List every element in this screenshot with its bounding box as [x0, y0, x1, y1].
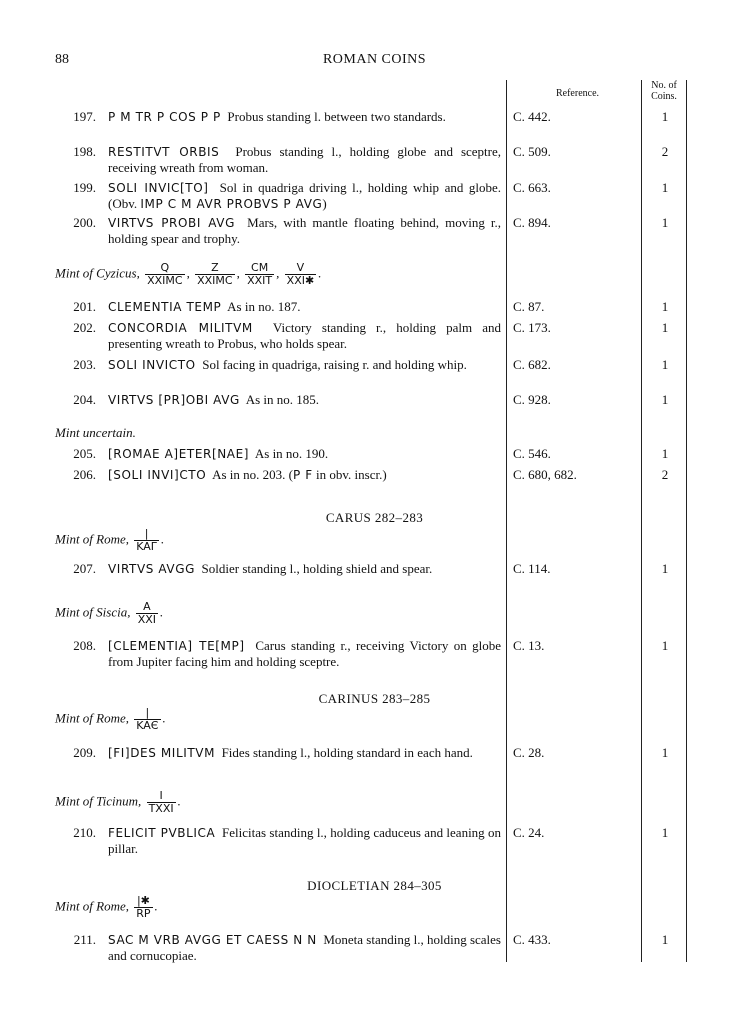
entry-coin-count: 2	[661, 144, 669, 159]
mint-heading-diocletian-rome: Mint of Rome, $\frac{|✱}{RP}$ .	[55, 894, 158, 920]
entry-text: Mars, with mantle floating behind, moving r., holding spear and trophy.	[108, 215, 502, 246]
entry-coin-count: 1	[661, 215, 669, 230]
entry-number: 202.	[73, 320, 96, 335]
entry-description	[108, 561, 501, 577]
entry-number: 203.	[73, 357, 96, 372]
entry-description	[108, 932, 501, 963]
entry-text-tail: in obv. inscr.)	[316, 467, 387, 482]
mintmark	[134, 895, 152, 920]
mintmark-top: CM	[251, 261, 269, 274]
mintmark-bottom: XXI✱	[286, 274, 315, 287]
entry-number: 209.	[73, 745, 96, 760]
entry-description	[108, 299, 501, 315]
entry-text: Victory standing r., holding palm and presenting wreath to Probus, who holds spear.	[108, 320, 501, 351]
mint-heading-carus-rome: Mint of Rome, $\frac{|}{\text{KAΓ}}$ .	[55, 527, 165, 553]
entry-text: As in no. 185.	[245, 392, 320, 407]
entry-number: 210.	[73, 825, 96, 840]
entry-coin-count: 2	[661, 467, 669, 482]
entry-description	[108, 392, 501, 408]
entry-obverse-legend: IMP C M AVR PROBVS P AVG	[140, 197, 323, 211]
mintmark-bottom: XXIMC	[197, 274, 233, 287]
entry-legend: RESTITVT ORBIS	[108, 145, 220, 159]
entry-text: As in no. 187.	[227, 299, 301, 314]
entry-legend: SAC M VRB AVGG ET CAESS N N	[108, 933, 317, 947]
entry-legend: CONCORDIA MILITVM	[108, 321, 253, 335]
entry-legend: VIRTVS [PR]OBI AVG	[108, 393, 240, 407]
entry-text-tail: )	[322, 196, 327, 211]
entry-description	[108, 446, 501, 462]
mintmark-top: |✱	[136, 894, 150, 907]
entry-reference: C. 28.	[513, 745, 545, 760]
mint-label: Mint of Rome,	[55, 710, 130, 726]
entry-reference: C. 114.	[513, 561, 551, 576]
entry-number: 199.	[73, 180, 96, 195]
entry-description	[108, 825, 501, 856]
entry-legend: [CLEMENTIA] TE[MP]	[108, 639, 245, 653]
mintmark-top: |	[145, 706, 150, 719]
mintmark-bottom: XXIT	[247, 274, 273, 287]
mintmark	[285, 262, 317, 287]
entry-number: 205.	[73, 446, 96, 461]
entry-number: 200.	[73, 215, 96, 230]
entry-description	[108, 638, 501, 669]
entry-coin-count: 1	[661, 357, 669, 372]
mintmark	[136, 601, 158, 626]
entry-reference: C. 928.	[513, 392, 551, 407]
mintmark-top: V	[296, 261, 305, 274]
section-heading-carinus: CARINUS 283–285	[318, 691, 431, 706]
mintmark-bottom: RP	[136, 907, 151, 920]
entry-description	[108, 144, 501, 175]
entry-text: Moneta standing l., holding scales and cornucopiae.	[108, 932, 501, 963]
mintmark-top: A	[143, 600, 151, 613]
entry-description	[108, 357, 501, 373]
mintmark-bottom: TXXI	[148, 802, 174, 815]
entry-number: 198.	[73, 144, 96, 159]
entry-text: Probus standing l. between two standards.	[227, 109, 446, 124]
entry-number: 208.	[73, 638, 96, 653]
reference-column-header: Reference.	[555, 88, 600, 99]
mint-label: Mint of Rome,	[55, 898, 130, 914]
mint-heading-ticinum: Mint of Ticinum, $\frac{I}{\text{TXXI}}$ .	[55, 789, 181, 815]
entry-coin-count: 1	[661, 299, 669, 314]
entry-coin-count: 1	[661, 825, 669, 840]
entry-legend: P M TR P COS P P	[108, 110, 221, 124]
entry-obverse-legend: P F	[292, 468, 313, 482]
entry-text: Sol facing in quadriga, raising r. and holding whip.	[202, 357, 467, 372]
mintmark-bottom: XXI	[137, 613, 157, 626]
entry-coin-count: 1	[661, 180, 669, 195]
entry-coin-count: 1	[661, 638, 669, 653]
entry-reference: C. 24.	[513, 825, 545, 840]
entry-coin-count: 1	[661, 561, 669, 576]
mint-heading-cyzicus: Mint of Cyzicus, $\frac{Q}{\text{XXIMC}}$ , $\frac{Z}{\text{XXIMC}}$ , $\frac{CM}{\text{XXIT}}$ , $\frac{V}{\text{XXI✱}}$ .	[55, 261, 322, 287]
mintmark-bottom: KAЄ	[136, 719, 159, 732]
mint-label: Mint of Ticinum,	[55, 793, 142, 809]
entry-description	[108, 745, 501, 761]
mintmark	[245, 262, 274, 287]
entry-number: 197.	[73, 109, 96, 124]
mintmark	[134, 707, 160, 732]
mint-label: Mint of Cyzicus,	[55, 265, 140, 281]
mintmark-bottom: KAΓ	[136, 540, 157, 553]
entry-description	[108, 467, 501, 483]
entry-text: Soldier standing l., holding shield and spear.	[201, 561, 433, 576]
section-heading-diocletian: DIOCLETIAN 284–305	[307, 878, 442, 893]
mintmark	[147, 790, 176, 815]
entry-reference: C. 663.	[513, 180, 551, 195]
entry-reference: C. 894.	[513, 215, 551, 230]
entry-description	[108, 109, 501, 125]
entry-number: 201.	[73, 299, 96, 314]
mintmark	[195, 262, 235, 287]
mintmark	[134, 528, 159, 553]
entry-text: Carus standing r., receiving Victory on globe from Jupiter facing him and holding sceptre.	[108, 638, 502, 669]
entry-text: Probus standing l., holding globe and sceptre, receiving wreath from woman.	[108, 144, 501, 175]
entry-reference: C. 509.	[513, 144, 551, 159]
entry-legend: [SOLI INVI]CTO	[108, 468, 207, 482]
entry-legend: VIRTVS AVGG	[108, 562, 196, 576]
page-number: 88	[55, 52, 69, 67]
entry-legend: [FI]DES MILITVM	[108, 746, 216, 760]
entry-coin-count: 1	[661, 109, 669, 124]
entry-text: Sol in quadriga driving l., holding whip and globe. (Obv.	[108, 180, 501, 211]
entry-coin-count: 1	[661, 392, 669, 407]
mintmark-top: |	[144, 527, 149, 540]
coins-header-line1: No. of	[651, 80, 677, 91]
entry-legend: CLEMENTIA TEMP	[108, 300, 222, 314]
mintmark-top: I	[159, 789, 163, 802]
coins-header-line2: Coins.	[651, 91, 677, 102]
section-heading-carus: CARUS 282–283	[325, 510, 424, 525]
mint-label: Mint of Rome,	[55, 531, 130, 547]
entry-coin-count: 1	[661, 446, 669, 461]
entry-reference: C. 87.	[513, 299, 545, 314]
entry-reference: C. 546.	[513, 446, 551, 461]
entry-coin-count: 1	[661, 932, 669, 947]
entry-description	[108, 320, 501, 351]
entry-text: Felicitas standing l., holding caduceus and leaning on pillar.	[108, 825, 502, 856]
mintmark-bottom: XXIMC	[147, 274, 183, 287]
entry-description	[108, 215, 501, 246]
entry-legend: VIRTVS PROBI AVG	[108, 216, 235, 230]
mint-heading-uncertain: Mint uncertain.	[55, 425, 136, 440]
entry-text: As in no. 203. (	[212, 467, 293, 482]
coins-column-header	[642, 80, 686, 102]
entry-coin-count: 1	[661, 745, 669, 760]
entry-coin-count: 1	[661, 320, 669, 335]
entry-text: As in no. 190.	[254, 446, 329, 461]
entry-reference: C. 682.	[513, 357, 551, 372]
mintmark-top: Q	[160, 261, 170, 274]
running-title: ROMAN COINS	[322, 52, 427, 67]
entry-legend: [ROMAE A]ETER[NAE]	[108, 447, 250, 461]
entry-reference: C. 680, 682.	[513, 467, 577, 482]
mint-label: Mint of Siscia,	[55, 604, 131, 620]
entry-reference: C. 13.	[513, 638, 545, 653]
mintmark	[145, 262, 185, 287]
entry-description	[108, 180, 501, 212]
entry-reference: C. 433.	[513, 932, 551, 947]
entry-reference: C. 442.	[513, 109, 551, 124]
entry-number: 211.	[73, 932, 96, 947]
mint-heading-siscia: Mint of Siscia, $\frac{A}{\text{XXI}}$ .	[55, 600, 164, 626]
entry-number: 206.	[73, 467, 96, 482]
entry-number: 204.	[73, 392, 96, 407]
mint-heading-carinus-rome: Mint of Rome, $\frac{|}{\text{KAЄ}}$ .	[55, 706, 166, 732]
mintmark-top: Z	[211, 261, 219, 274]
entry-legend: SOLI INVICTO	[108, 358, 196, 372]
entry-legend: SOLI INVIC[TO]	[108, 181, 209, 195]
entry-reference: C. 173.	[513, 320, 551, 335]
entry-legend: FELICIT PVBLICA	[108, 826, 216, 840]
entry-number: 207.	[73, 561, 96, 576]
entry-text: Fides standing l., holding standard in each hand.	[221, 745, 473, 760]
